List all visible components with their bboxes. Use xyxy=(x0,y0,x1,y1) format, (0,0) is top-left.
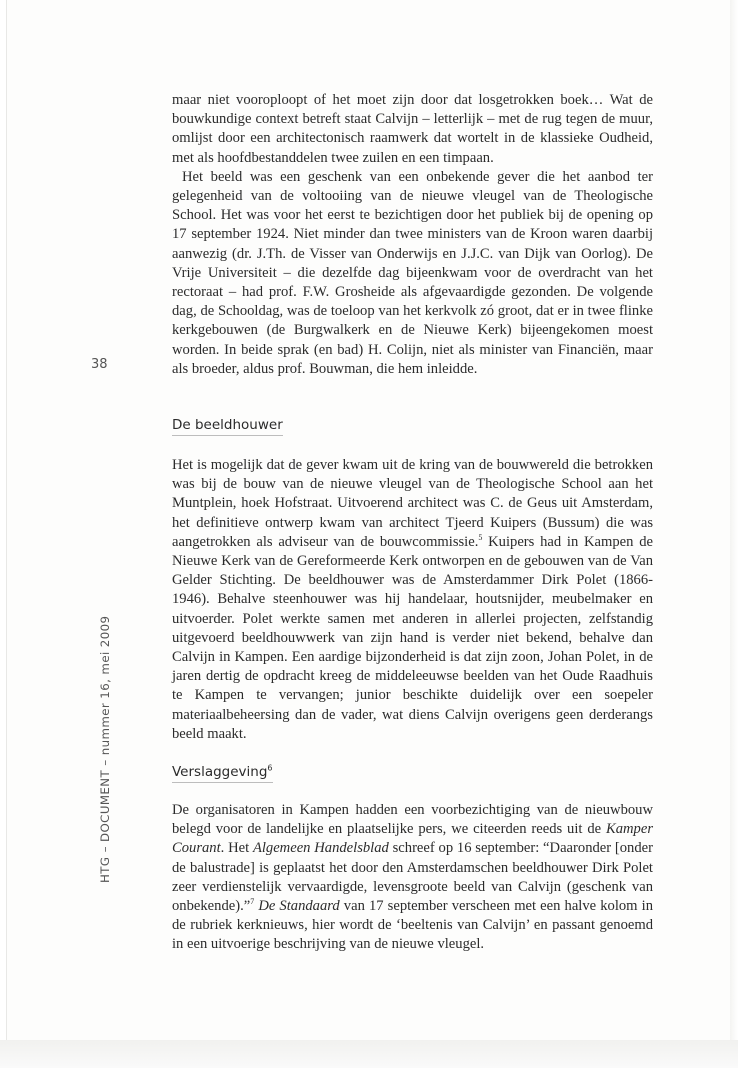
beeldhouwer-paragraph-part2: Kuipers had in Kampen de Nieuwe Kerk van de Gereformeerde Kerk ontworpen en de gebouwen van de Van Gelder Stichting. De beeldhouwer was de Amsterdammer Dirk Polet (1866-1946). Behalve steenhouwer was hij handelaar, houtsnijder, meubelmaker en uitvoerder. Polet werkte samen met anderen in allerlei projecten, zelfstandig uitgevoerd beeldhouwwerk van zijn hand is verder niet bekend, behalve dan Calvijn in Kampen. Een aardige bijzonderheid is dat zijn zoon, Johan Polet, in de jaren dertig de opdracht kreeg de middeleeuwse beelden van het Oude Raadhuis te Kampen te vervangen; junior beschikte duidelijk over een soepeler materiaalbeheersing dan de vader, wat diens Calvijn overigens geen derderangs beeld maakt. xyxy=(172,533,653,742)
verslaggeving-seg-3: schreef op 16 september: “Daaronder [onder de balustrade] is geplaatst het door den Amsterdamschen beeldhouwer Dirk Polet zeer verdienstelijk vervaardigde, levensgroote beeld van Calvijn (geschenk van onbekende).” xyxy=(172,840,653,915)
running-head: HTG – DOCUMENT – nummer 16, mei 2009 xyxy=(98,615,112,883)
verslaggeving-seg-1: De organisatoren in Kampen hadden een voorbezichtiging van de nieuwbouw belegd voor de landelijke en plaatselijke pers, we citeerden reeds uit de xyxy=(172,802,653,838)
page-bottom-shadow xyxy=(0,1040,738,1068)
intro-paragraph-2: Het beeld was een geschenk van een onbekende gever die het aanbod ter gelegenheid van de voltooiing van de nieuwe vleugel van de Theologische School. Het was voor het eerst te bezichtigen door het publiek bij de opening op 17 september 1924. Niet minder dan twee ministers van de Kroon waren daarbij aanwezig (dr. J.Th. de Visser van Onderwijs en J.J.C. van Dijk van Oorlog). De Vrije Universiteit – die dezelfde dag bijeenkwam voor de overdracht van het rectoraat – had prof. F.W. Grosheide als afgevaardigde gezonden. De volgende dag, de Schooldag, was de toeloop van het kerkvolk zó groot, dat er in twee flinke kerkgebouwen (de Burgwalkerk en de Nieuwe Kerk) bijeengekomen moest worden. In beide sprak (en bad) H. Colijn, niet als minister van Financiën, maar als broeder, aldus prof. Bouwman, die hem inleidde. xyxy=(172,168,653,377)
intro-paragraph-1: maar niet vooroploopt of het moet zijn door dat losgetrokken boek… Wat de bouwkundige context betreft staat Calvijn – letterlijk – met de rug tegen de muur, omlijst door een architectonisch raamwerk dat wortelt in de klassieke Oudheid, met als hoofdbestanddelen twee zuilen en een timpaan. xyxy=(172,92,653,166)
verslaggeving-seg-5: van 17 september verscheen met een halve kolom in de rubriek kerknieuws, hier wordt de ‘beeltenis van Calvijn’ en passant genoemd in een uitvoerige beschrijving van de nieuwe vleugel. xyxy=(172,898,653,953)
footnote-ref-6[interactable]: 6 xyxy=(267,763,273,773)
verslaggeving-paragraph xyxy=(172,801,653,955)
section-verslaggeving-text xyxy=(172,801,653,955)
beeldhouwer-paragraph-part1: Het is mogelijk dat de gever kwam uit de kring van de bouwwereld die betrokken was bij de bouw van de nieuwe vleugel van de Theologische School aan het Muntplein, hoek Hofstraat. Uitvoerend architect was C. de Geus uit Amsterdam, het definitieve ontwerp kwam van architect Tjeerd Kuipers (Bussum) die was aangetrokken als adviseur van de bouwcommissie. xyxy=(172,457,653,550)
verslaggeving-seg-2: . Het xyxy=(220,840,253,857)
section-beeldhouwer-text xyxy=(172,456,653,744)
page-edge xyxy=(730,0,738,1040)
page-number: 38 xyxy=(91,357,108,372)
kamper-courant-title: Kamper Courant xyxy=(172,821,653,857)
footnote-ref-5[interactable]: 5 xyxy=(478,532,483,542)
section-heading-beeldhouwer xyxy=(172,417,283,436)
intro-text xyxy=(172,91,653,379)
section-heading-verslaggeving-text: Verslaggeving xyxy=(172,764,268,780)
section-heading-verslaggeving xyxy=(172,764,273,783)
beeldhouwer-paragraph xyxy=(172,456,653,744)
footnote-ref-7[interactable]: 7 xyxy=(250,897,255,907)
section-heading-beeldhouwer-text: De beeldhouwer xyxy=(172,417,283,433)
handelsblad-title: Algemeen Handelsblad xyxy=(252,840,389,857)
standaard-title: De Standaard xyxy=(258,898,340,915)
